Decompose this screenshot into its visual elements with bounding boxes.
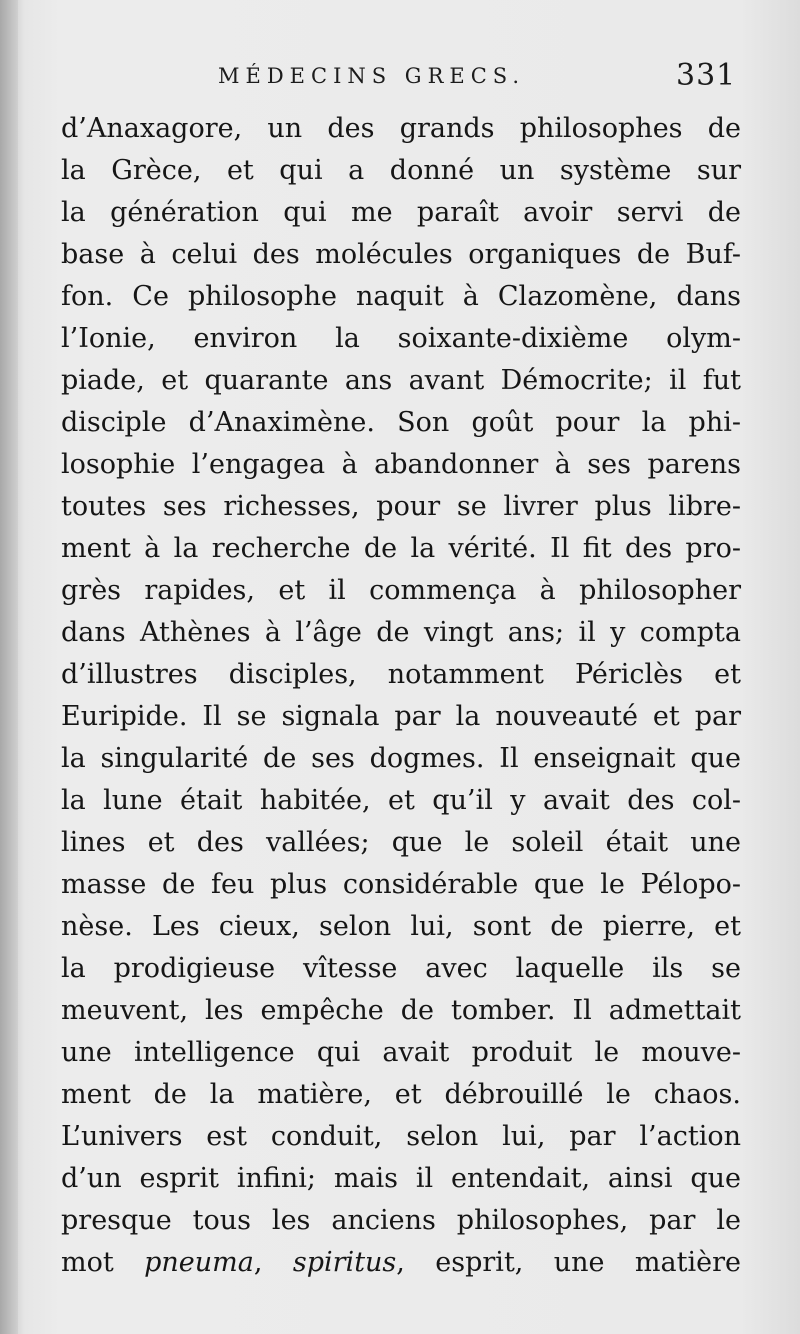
- text-line: piade, et quarante ans avant Démocrite; il fut: [61, 365, 741, 396]
- text-line: d’Anaxagore, un des grands philosophes de: [61, 113, 741, 144]
- text-line: la lune était habitée, et qu’il y avait des col-: [61, 785, 741, 816]
- text-line: disciple d’Anaximène. Son goût pour la phi-: [61, 407, 741, 438]
- text-line: dans Athènes à l’âge de vingt ans; il y compta: [61, 617, 741, 648]
- text-line: l’Ionie, environ la soixante-dixième olym-: [61, 323, 741, 354]
- text-line: toutes ses richesses, pour se livrer plus libre-: [61, 491, 741, 522]
- running-title: MÉDECINS GRECS.: [218, 64, 526, 88]
- page-header: [0, 58, 800, 98]
- text-line: presque tous les anciens philosophes, par le: [61, 1205, 741, 1236]
- text-line: L’univers est conduit, selon lui, par l’action: [61, 1121, 741, 1152]
- word-mot: mot: [61, 1247, 114, 1278]
- text-line: Euripide. Il se signala par la nouveauté et par: [61, 701, 741, 732]
- page-number: 331: [676, 58, 737, 93]
- italic-term-pneuma: pneuma: [144, 1247, 254, 1278]
- text-line: la Grèce, et qui a donné un système sur: [61, 155, 741, 186]
- text-line: la prodigieuse vîtesse avec laquelle ils se: [61, 953, 741, 984]
- italic-term-spiritus: spiritus: [292, 1247, 397, 1278]
- line-remainder: , esprit, une matière: [396, 1247, 741, 1278]
- page-gutter-shadow: [0, 0, 18, 1334]
- text-line: fon. Ce philosophe naquit à Clazomène, dans: [61, 281, 741, 312]
- text-line: la singularité de ses dogmes. Il enseignait que: [61, 743, 741, 774]
- text-line: une intelligence qui avait produit le mouve-: [61, 1037, 741, 1068]
- text-line: grès rapides, et il commença à philosopher: [61, 575, 741, 606]
- text-line: base à celui des molécules organiques de Buf-: [61, 239, 741, 270]
- text-line: nèse. Les cieux, selon lui, sont de pierre, et: [61, 911, 741, 942]
- comma-separator: ,: [253, 1247, 263, 1278]
- text-line-last: [61, 1242, 741, 1284]
- text-line: la génération qui me paraît avoir servi de: [61, 197, 741, 228]
- body-text: [61, 108, 741, 1284]
- text-line: ment de la matière, et débrouillé le chaos.: [61, 1079, 741, 1110]
- text-line: lines et des vallées; que le soleil était une: [61, 827, 741, 858]
- text-line: d’un esprit infini; mais il entendait, ainsi que: [61, 1163, 741, 1194]
- text-line: losophie l’engagea à abandonner à ses parens: [61, 449, 741, 480]
- text-line: meuvent, les empêche de tomber. Il admettait: [61, 995, 741, 1026]
- text-line: masse de feu plus considérable que le Pélopo-: [61, 869, 741, 900]
- text-line: d’illustres disciples, notamment Périclès et: [61, 659, 741, 690]
- text-line: ment à la recherche de la vérité. Il fit des pro-: [61, 533, 741, 564]
